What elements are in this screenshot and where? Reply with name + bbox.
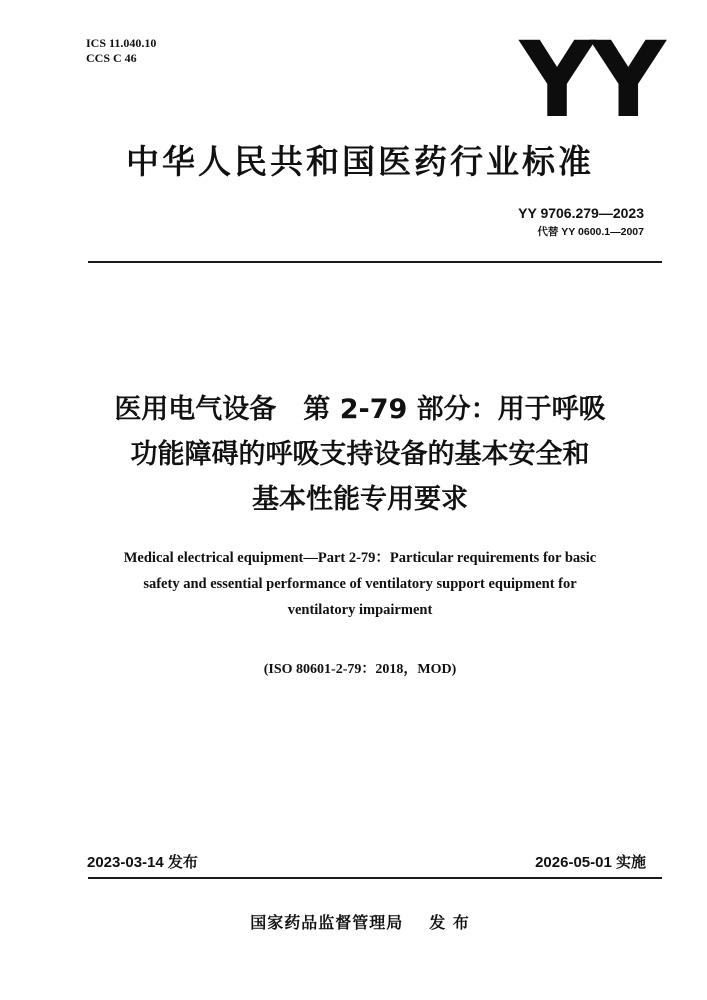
classification-codes <box>86 36 156 66</box>
ics-code: ICS 11.040.10 <box>86 36 157 50</box>
chinese-title-line-1: 医用电气设备 第 2-79 部分：用于呼吸 <box>114 394 606 425</box>
chinese-title-line-3: 基本性能专用要求 <box>252 484 468 515</box>
issuer-action: 发 布 <box>429 913 470 932</box>
english-title-line-1: Medical electrical equipment—Part 2-79：Particular requirements for basic <box>123 550 597 566</box>
replaces-standard: 代替 YY 0600.1—2007 <box>537 226 644 238</box>
chinese-title-line-2: 功能障碍的呼吸支持设备的基本安全和 <box>130 439 590 470</box>
english-title-line-2: safety and essential performance of ventilatory support equipment for <box>143 576 577 592</box>
bottom-divider <box>88 877 662 879</box>
standard-category-title: 中华人民共和国医药行业标准 <box>126 142 594 181</box>
issuing-authority <box>200 912 520 934</box>
chinese-title <box>60 387 660 522</box>
yy-logo: YY <box>519 19 662 141</box>
english-title-line-3: ventilatory impairment <box>287 602 433 618</box>
standard-number: YY 9706.279—2023 <box>518 205 644 221</box>
ccs-code: CCS C 46 <box>86 51 137 65</box>
top-divider <box>88 261 662 263</box>
issue-date: 2023-03-14 发布 <box>87 854 198 871</box>
iso-reference: (ISO 80601-2-79：2018，MOD) <box>263 662 457 677</box>
implementation-date: 2026-05-01 实施 <box>535 854 646 871</box>
issuer-name: 国家药品监督管理局 <box>250 913 404 932</box>
english-title <box>60 545 660 623</box>
